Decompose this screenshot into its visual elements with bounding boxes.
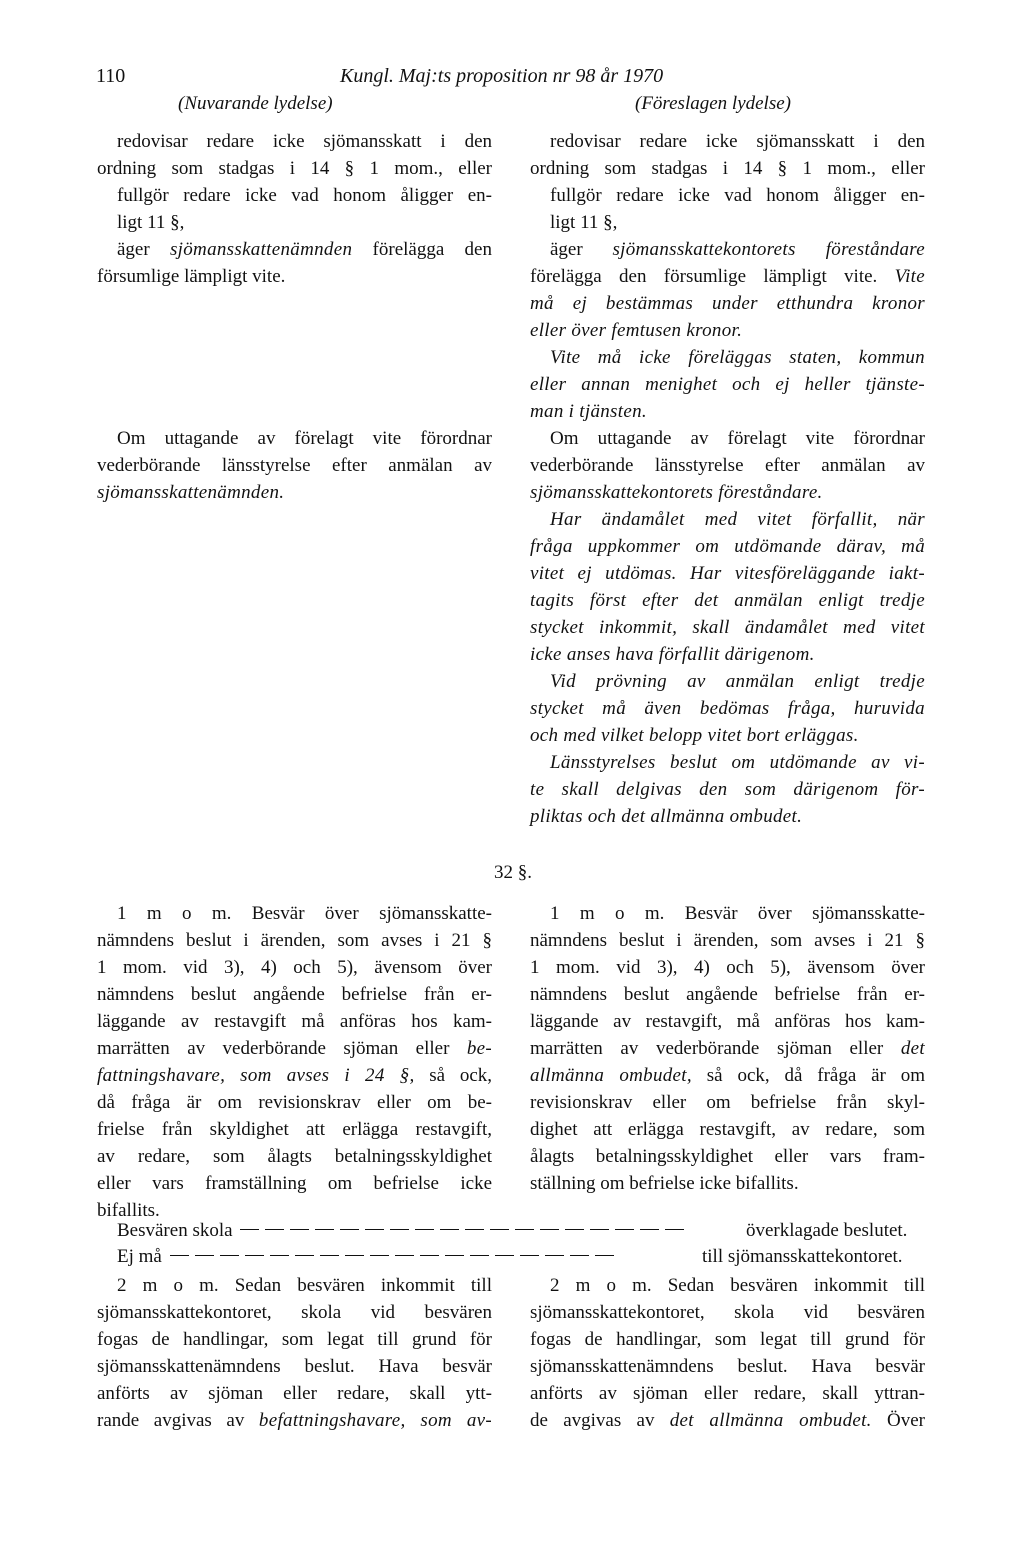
- dash-mark: [470, 1255, 489, 1256]
- text-line: Vid prövning av anmälan enligt tredje: [550, 671, 925, 692]
- right-paragraph-2: [530, 236, 925, 344]
- text-line: förelägga den försumlige lämpligt vite. Vite: [530, 266, 925, 287]
- dash-mark: [570, 1255, 589, 1256]
- text-line: Vite må icke föreläggas staten, kommun: [550, 347, 925, 368]
- text-line: sjömansskattekontorets föreståndare.: [530, 482, 823, 503]
- right-column-heading: (Föreslagen lydelse): [635, 93, 791, 114]
- text-line: allmänna ombudet, så ock, då fråga är om: [530, 1065, 926, 1086]
- text-line: te skall delgivas den som därigenom för-: [530, 779, 925, 800]
- dash-mark: [320, 1255, 339, 1256]
- dash-mark: [295, 1255, 314, 1256]
- left-column-upper: [97, 128, 492, 290]
- text-line: marrätten av vederbörande sjöman eller det: [530, 1038, 925, 1059]
- dash-mark: [240, 1229, 259, 1230]
- page-number: 110: [96, 65, 126, 87]
- text-line: fråga uppkommer om utdömande därav, må: [530, 536, 925, 557]
- dash-mark: [520, 1255, 539, 1256]
- text-line: redovisar redare icke sjömansskatt i den: [117, 131, 492, 152]
- left-paragraph-2: [97, 236, 492, 290]
- text-line: revisionskrav eller om befrielse från skyl-: [530, 1092, 925, 1113]
- dash-mark: [665, 1229, 684, 1230]
- dash-mark: [640, 1229, 659, 1230]
- dash-mark: [495, 1255, 514, 1256]
- left-column-vite: [97, 425, 492, 506]
- right-paragraph-6: [530, 668, 925, 749]
- text-line: må ej bestämmas under etthundra kronor: [530, 293, 925, 314]
- right-moment-2: [530, 1272, 925, 1434]
- dash-mark: [565, 1229, 584, 1230]
- text-line: fogas de handlingar, som legat till grund för: [97, 1329, 492, 1350]
- dash-mark: [220, 1255, 239, 1256]
- text-line: 1 m o m. Besvär över sjömansskatte-: [117, 903, 492, 924]
- text-line: sjömansskattekontoret, skola vid besvären: [530, 1302, 925, 1323]
- text-line: Länsstyrelses beslut om utdömande av vi-: [550, 752, 925, 773]
- text-line: sjömansskattenämndens beslut. Hava besvär: [530, 1356, 925, 1377]
- text-line: av redare, som ålagts betalningsskyldighet: [97, 1146, 492, 1167]
- text-line: man i tjänsten.: [530, 401, 647, 422]
- text-line: icke anses hava förfallit därigenom.: [530, 644, 815, 665]
- dash-mark: [615, 1229, 634, 1230]
- text-line: pliktas och det allmänna ombudet.: [530, 806, 803, 827]
- left-column-heading: (Nuvarande lydelse): [178, 93, 333, 114]
- left-column-lower: [97, 900, 492, 1224]
- text-line: Om uttagande av förelagt vite förordnar: [550, 428, 925, 449]
- dash-mark: [370, 1255, 389, 1256]
- till-kontoret-text: till sjömansskattekontoret.: [702, 1246, 903, 1267]
- right-paragraph-1: [530, 128, 925, 236]
- text-line: fullgör redare icke vad honom åligger en-: [550, 185, 925, 206]
- dash-mark: [540, 1229, 559, 1230]
- left-moment-2: [97, 1272, 492, 1434]
- text-line: och med vilket belopp vitet bort erläggas.: [530, 725, 859, 746]
- text-line: de avgivas av det allmänna ombudet. Över: [530, 1410, 925, 1431]
- text-line: då fråga är om revisionskrav eller om be-: [97, 1092, 492, 1113]
- text-line: eller över femtusen kronor.: [530, 320, 743, 341]
- right-column-moment-2: [530, 1272, 925, 1434]
- dash-mark: [265, 1229, 284, 1230]
- left-moment-1: [97, 900, 492, 1224]
- text-line: anförts av sjöman eller redare, skall ytt-: [97, 1383, 492, 1404]
- dash-mark: [365, 1229, 384, 1230]
- right-column-lower: [530, 900, 925, 1197]
- text-line: eller vars framställning om befrielse icke: [97, 1173, 492, 1194]
- text-line: ordning som stadgas i 14 § 1 mom., eller: [530, 158, 925, 179]
- text-line: eller annan menighet och ej heller tjänste-: [530, 374, 925, 395]
- text-line: läggande av restavgift, må anföras hos kam-: [530, 1011, 925, 1032]
- text-line: 2 m o m. Sedan besvären inkommit till: [117, 1275, 492, 1296]
- text-line: ligt 11 §,: [117, 212, 185, 233]
- running-title: Kungl. Maj:ts proposition nr 98 år 1970: [340, 65, 664, 87]
- dash-mark: [195, 1255, 214, 1256]
- dash-mark: [445, 1255, 464, 1256]
- dash-mark: [345, 1255, 364, 1256]
- text-line: Har ändamålet med vitet förfallit, när: [550, 509, 925, 530]
- text-line: Om uttagande av förelagt vite förordnar: [117, 428, 492, 449]
- dash-mark: [290, 1229, 309, 1230]
- text-line: fattningshavare, som avses i 24 §, så ock,: [97, 1065, 493, 1086]
- dash-mark: [595, 1255, 614, 1256]
- text-line: stycket inkommit, skall ändamålet med vitet: [530, 617, 925, 638]
- text-line: sjömansskattenämndens beslut. Hava besvär: [97, 1356, 492, 1377]
- right-column-upper: [530, 128, 925, 830]
- text-line: bifallits.: [97, 1200, 160, 1221]
- right-moment-1: [530, 900, 925, 1197]
- dash-mark: [170, 1255, 189, 1256]
- text-line: ålagts betalningsskyldighet eller vars fram-: [530, 1146, 925, 1167]
- text-line: läggande av restavgift må anföras hos kam-: [97, 1011, 492, 1032]
- text-line: ligt 11 §,: [550, 212, 618, 233]
- right-paragraph-7: [530, 749, 925, 830]
- dash-mark: [415, 1229, 434, 1230]
- dash-mark: [545, 1255, 564, 1256]
- dash-mark: [245, 1255, 264, 1256]
- text-line: sjömansskattenämnden.: [97, 482, 285, 503]
- text-line: rande avgivas av befattningshavare, som av-: [97, 1410, 492, 1431]
- text-line: anförts av sjöman eller redare, skall yttran-: [530, 1383, 925, 1404]
- dash-mark: [340, 1229, 359, 1230]
- left-paragraph-3: [97, 425, 492, 506]
- text-line: fullgör redare icke vad honom åligger en-: [117, 185, 492, 206]
- text-line: 2 m o m. Sedan besvären inkommit till: [550, 1275, 925, 1296]
- text-line: vitet ej utdömas. Har vitesföreläggande iakt-: [530, 563, 925, 584]
- section-marker: 32 §.: [494, 862, 532, 883]
- right-paragraph-3: [530, 344, 925, 425]
- dash-mark: [395, 1255, 414, 1256]
- right-paragraph-5: [530, 506, 925, 668]
- text-line: nämndens beslut angående befrielse från er-: [97, 984, 492, 1005]
- text-line: 1 mom. vid 3), 4) och 5), ävensom över: [530, 957, 925, 978]
- text-line: ställning om befrielse icke bifallits.: [530, 1173, 799, 1194]
- left-paragraph-1: [97, 128, 492, 236]
- dash-mark: [490, 1229, 509, 1230]
- text-line: marrätten av vederbörande sjöman eller be-: [97, 1038, 492, 1059]
- dash-mark: [440, 1229, 459, 1230]
- text-line: dighet att erlägga restavgift, av redare, som: [530, 1119, 925, 1140]
- text-line: äger sjömansskattekontorets föreståndare: [550, 239, 925, 260]
- text-line: stycket må även bedömas fråga, huruvida: [530, 698, 925, 719]
- dash-mark: [515, 1229, 534, 1230]
- text-line: 1 m o m. Besvär över sjömansskatte-: [550, 903, 925, 924]
- text-line: vederbörande länsstyrelse efter anmälan av: [97, 455, 492, 476]
- left-column-moment-2: [97, 1272, 492, 1434]
- dash-mark: [390, 1229, 409, 1230]
- text-line: vederbörande länsstyrelse efter anmälan av: [530, 455, 925, 476]
- text-line: nämndens beslut angående befrielse från er-: [530, 984, 925, 1005]
- dash-mark: [590, 1229, 609, 1230]
- dash-mark: [465, 1229, 484, 1230]
- text-line: fogas de handlingar, som legat till grund för: [530, 1329, 925, 1350]
- text-line: sjömansskattekontoret, skola vid besvären: [97, 1302, 492, 1323]
- text-line: äger sjömansskattenämnden förelägga den: [117, 239, 492, 260]
- overklagade-text: överklagade beslutet.: [746, 1220, 908, 1241]
- right-paragraph-4: [530, 425, 925, 506]
- text-line: redovisar redare icke sjömansskatt i den: [550, 131, 925, 152]
- ej-ma-dash-line: Ej må: [117, 1243, 617, 1270]
- text-line: nämndens beslut i ärenden, som avses i 21 §: [530, 930, 925, 951]
- dash-mark: [315, 1229, 334, 1230]
- text-line: ordning som stadgas i 14 § 1 mom., eller: [97, 158, 492, 179]
- text-line: 1 mom. vid 3), 4) och 5), ävensom över: [97, 957, 492, 978]
- besvaren-dash-line: Besvären skola: [117, 1217, 687, 1244]
- dash-mark: [270, 1255, 289, 1256]
- text-line: frielse från skyldighet att erlägga restavgift,: [97, 1119, 492, 1140]
- text-line: försumlige lämpligt vite.: [97, 266, 286, 287]
- dash-mark: [420, 1255, 439, 1256]
- text-line: nämndens beslut i ärenden, som avses i 21 §: [97, 930, 492, 951]
- text-line: tagits först efter det anmälan enligt tredje: [530, 590, 925, 611]
